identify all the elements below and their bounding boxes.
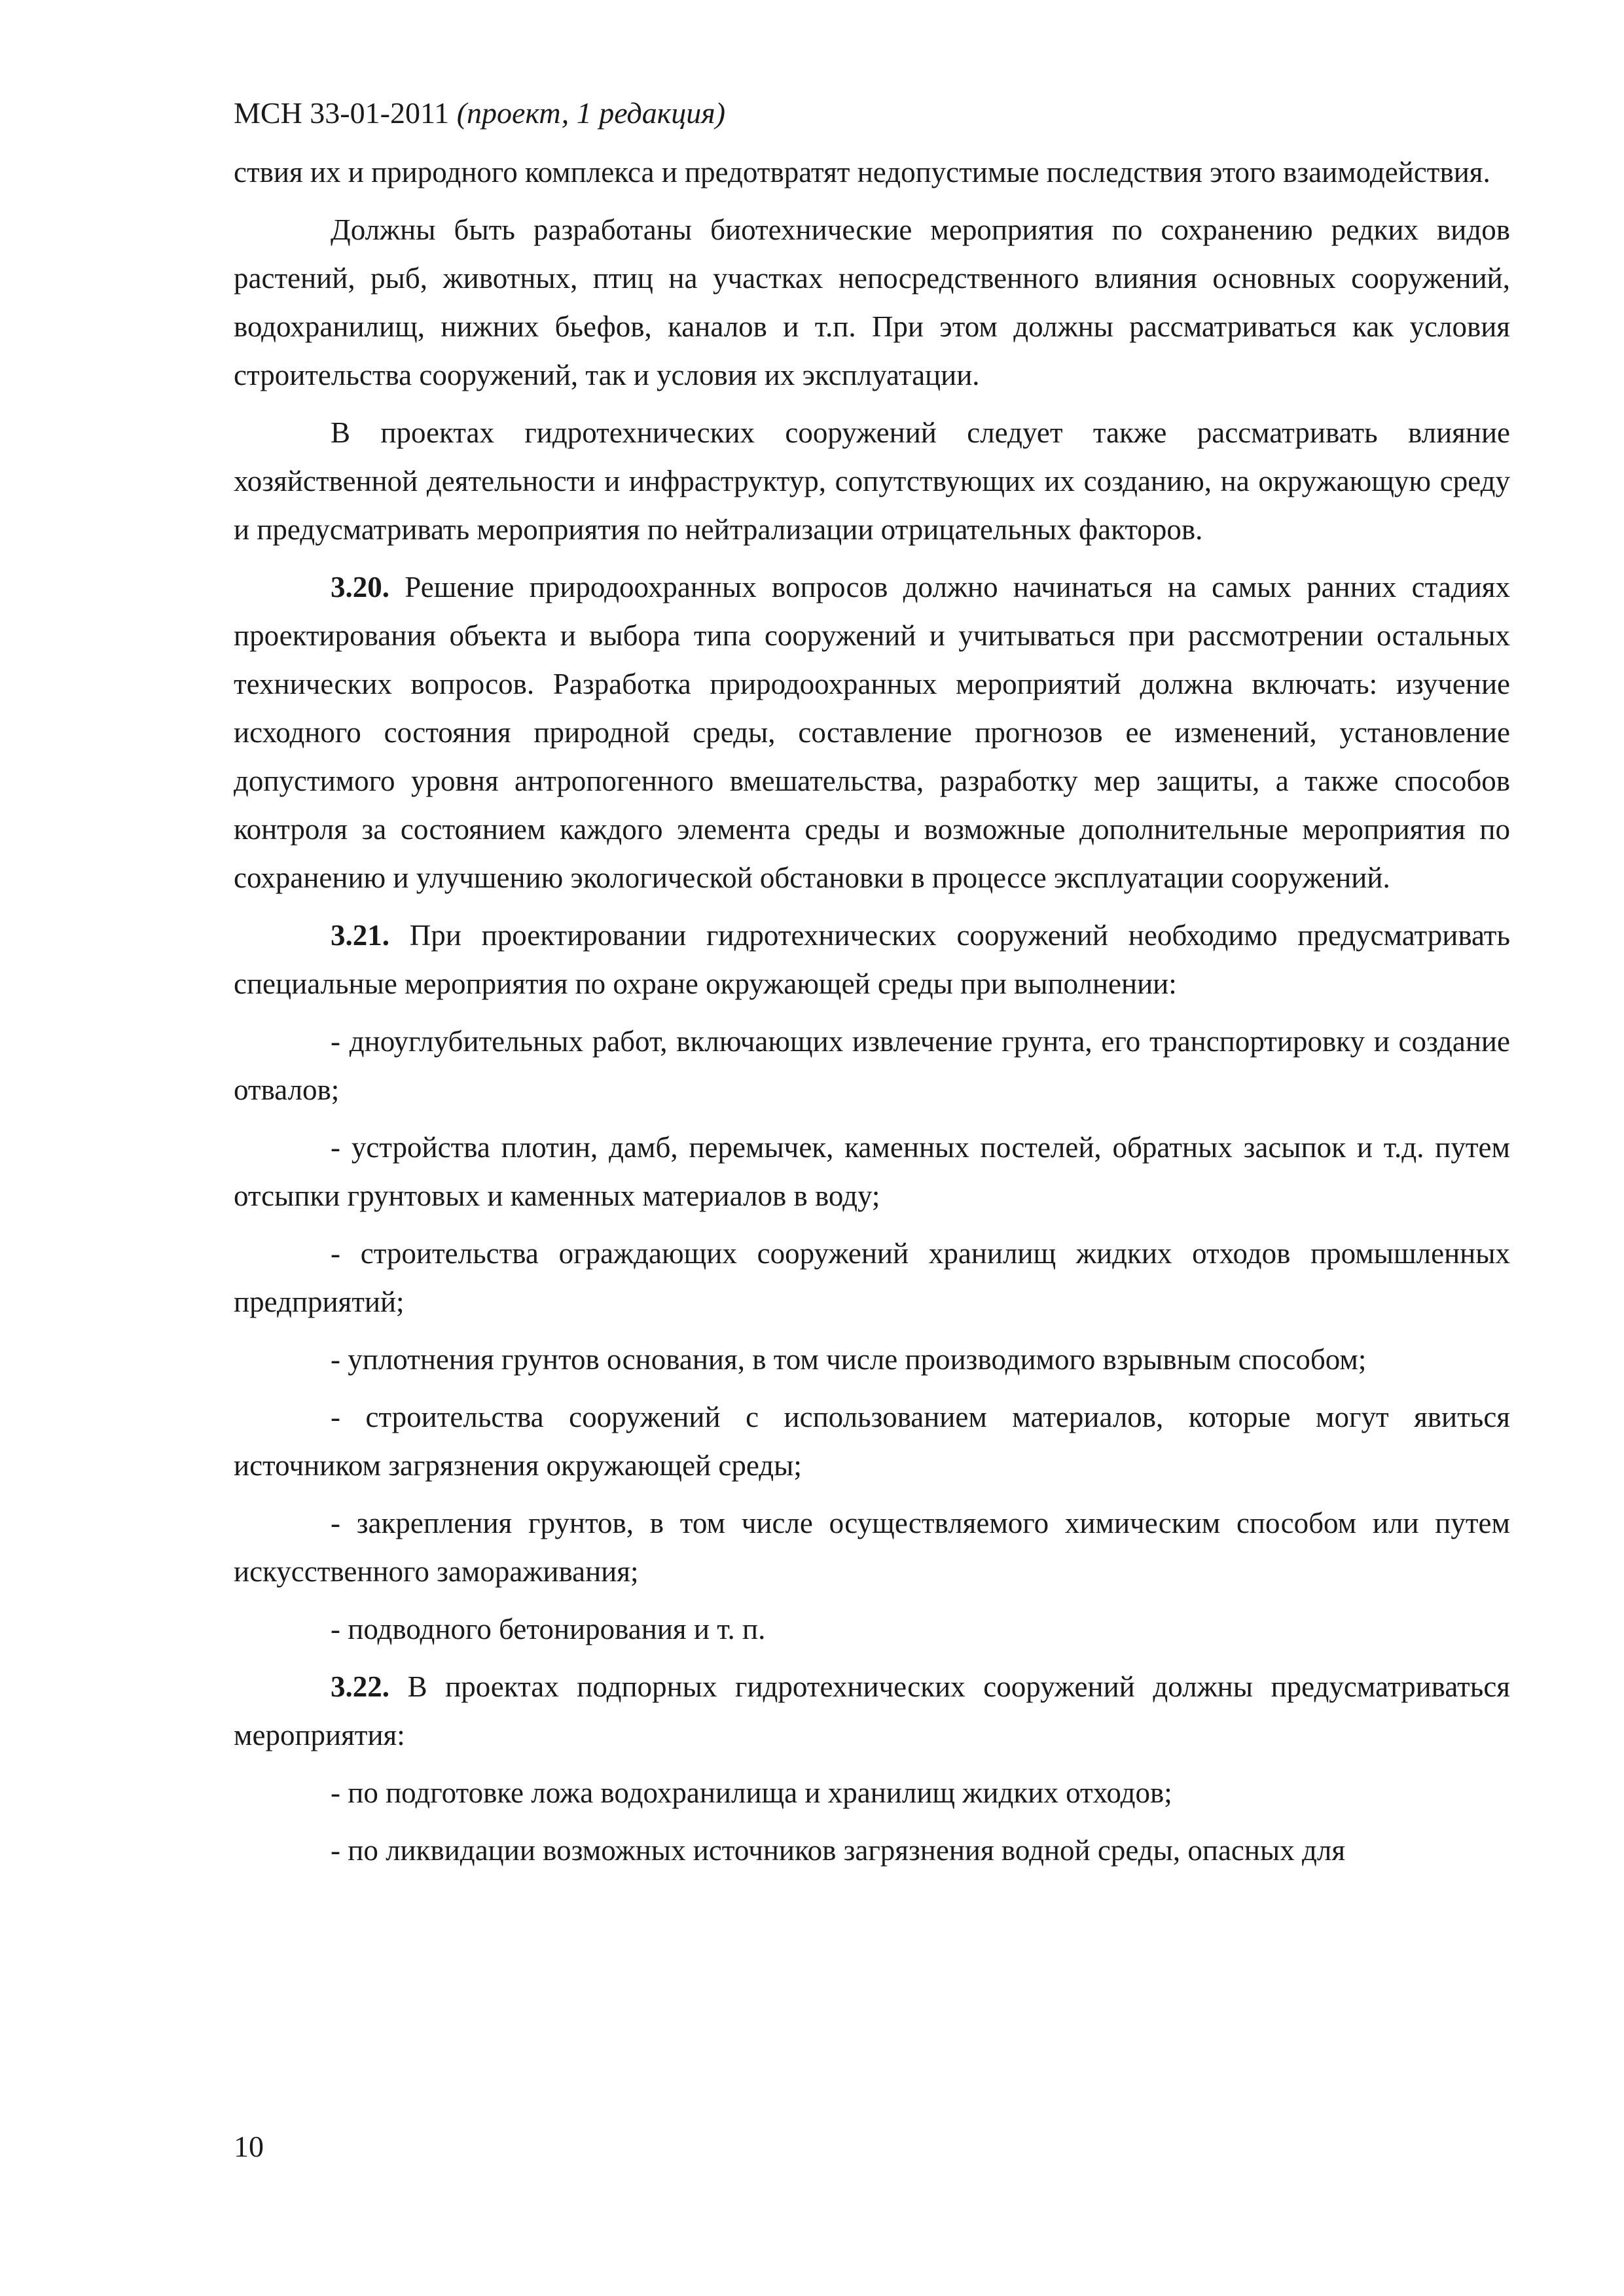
clause-number: 3.20. [331, 571, 389, 603]
list-item: - по подготовке ложа водохранилища и хранилищ жидких отходов; [331, 1776, 1172, 1809]
page-body [234, 148, 1510, 1884]
paragraph: В проектах гидротехнических сооружений следует также рассматривать влияние хозяйственной деятельности и инфраструктур, сопутствующих их созданию, на окружающую среду и предусматривать мероприятия по нейтрализации отрицательных факторов. [234, 416, 1510, 546]
list-item: - подводного бетонирования и т. п. [331, 1613, 766, 1645]
paragraph: Должны быть разработаны биотехнические мероприятия по сохранению редких видов растений, рыб, животных, птиц на участках непосредственного влияния основных сооружений, водохранилищ, нижних бьефов, каналов и т.п. При этом должны рассматриваться как условия строительства сооружений, так и условия их эксплуатации. [234, 213, 1510, 391]
clause-number: 3.21. [331, 919, 389, 952]
list-item: - уплотнения грунтов основания, в том числе производимого взрывным способом; [331, 1343, 1367, 1376]
clause-3-21: 3.21. При проектировании гидротехнических сооружений необходимо предусматривать специальные мероприятия по охране окружающей среды при выполнении: [234, 919, 1510, 1000]
list-item: - закрепления грунтов, в том числе осуществляемого химическим способом или путем искусственного замораживания; [234, 1507, 1510, 1588]
header-doc-status: (проект, 1 редакция) [456, 96, 726, 130]
paragraph: ствия их и природного комплекса и предотвратят недопустимые последствия этого взаимодействия. [234, 156, 1490, 188]
header-doc-code: МСН 33-01-2011 [234, 96, 450, 130]
list-item: - дноуглубительных работ, включающих извлечение грунта, его транспортировку и создание отвалов; [234, 1025, 1510, 1106]
clause-number: 3.22. [331, 1670, 389, 1703]
page-number: 10 [234, 2130, 264, 2163]
list-item: - строительства сооружений с использованием материалов, которые могут явиться источником загрязнения окружающей среды; [234, 1401, 1510, 1482]
list-item: - по ликвидации возможных источников загрязнения водной среды, опасных для [331, 1834, 1346, 1867]
list-item: - устройства плотин, дамб, перемычек, каменных постелей, обратных засыпок и т.д. путем отсыпки грунтовых и каменных материалов в воду; [234, 1131, 1510, 1212]
clause-3-20: 3.20. Решение природоохранных вопросов должно начинаться на самых ранних стадиях проектирования объекта и выбора типа сооружений и учитываться при рассмотрении остальных технических вопросов. Разработка природоохранных мероприятий должна включать: изучение исходного состояния природной среды, составление прогнозов ее изменений, установление допустимого уровня антропогенного вмешательства, разработку мер защиты, а также способов контроля за состоянием каждого элемента среды и возможные дополнительные мероприятия по сохранению и улучшению экологической обстановки в процессе эксплуатации сооружений. [234, 571, 1511, 894]
list-item: - строительства ограждающих сооружений хранилищ жидких отходов промышленных предприятий; [234, 1237, 1510, 1318]
running-header [234, 90, 725, 136]
clause-3-22: 3.22. В проектах подпорных гидротехнических сооружений должны предусматриваться мероприятия: [234, 1670, 1510, 1751]
